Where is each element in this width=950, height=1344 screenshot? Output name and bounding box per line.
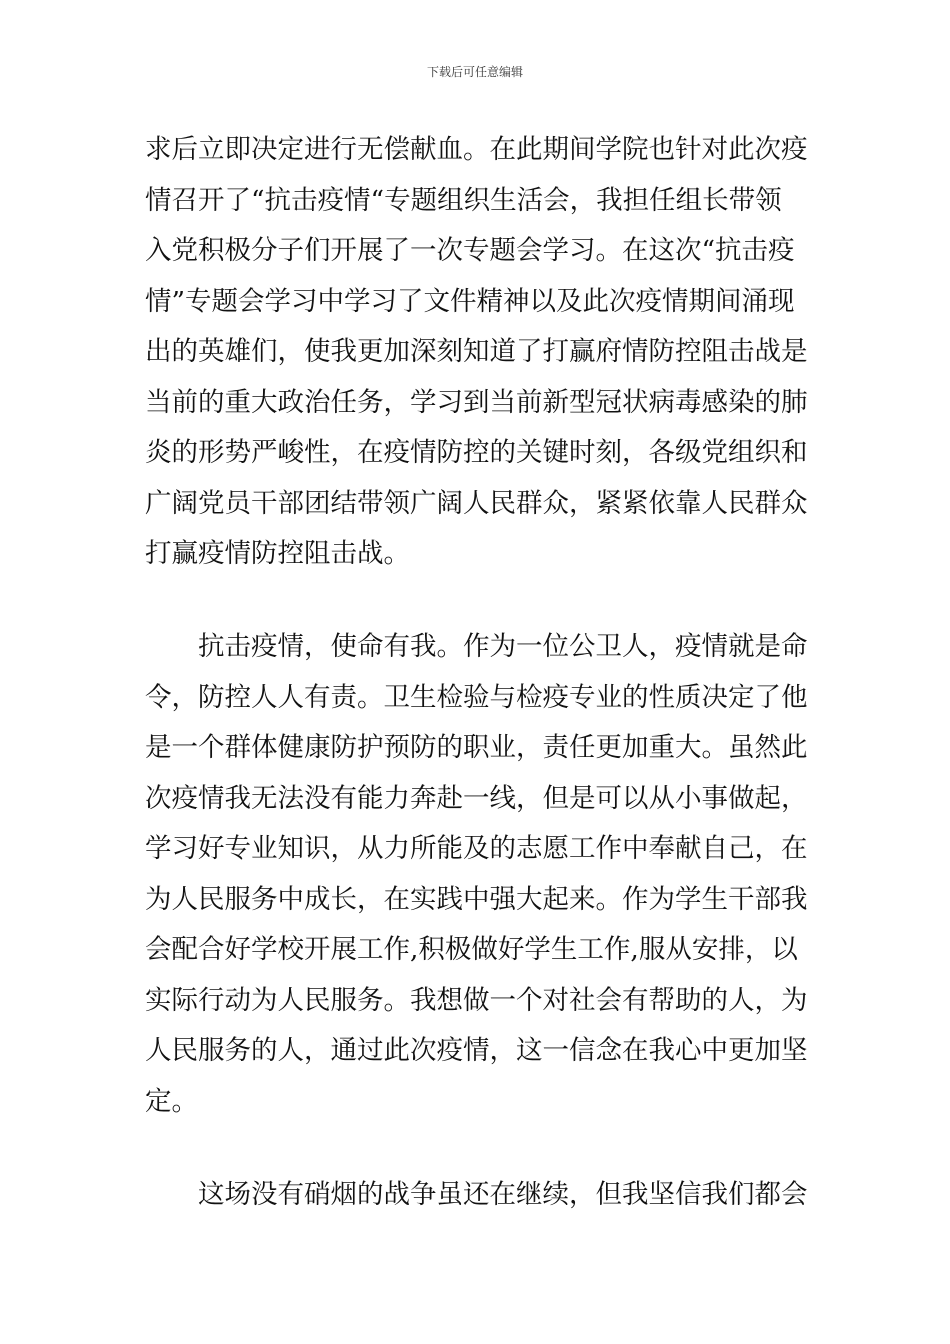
text-line: 出的英雄们，使我更加深刻知道了打赢府情防控阻击战是	[145, 336, 808, 367]
text-line: 定。	[145, 1085, 198, 1117]
text-line: 会配合好学校开展工作,积极做好学生工作,服从安排，以	[145, 934, 798, 965]
paragraph-2	[145, 622, 810, 1127]
text-line: 这场没有硝烟的战争虽还在继续，但我坚信我们都会	[198, 1179, 808, 1210]
text-line: 令，防控人人有责。卫生检验与检疫专业的性质决定了他	[145, 681, 808, 713]
text-line: 情召开了“抗击疫情“专题组织生活会，我担任组长带领	[145, 184, 782, 216]
paragraph-1	[145, 125, 810, 580]
page-header: 下载后可任意编辑	[426, 65, 523, 79]
text-line: 次疫情我无法没有能力奔赴一线，但是可以从小事做起，	[145, 782, 808, 814]
text-line: 炎的形势严峻性，在疫情防控的关键时刻，各级党组织和	[145, 437, 808, 468]
text-line: 当前的重大政治任务，学习到当前新型冠状病毒感染的肺	[145, 386, 808, 418]
text-line: 求后立即决定进行无偿献血。在此期间学院也针对此次疫	[145, 134, 808, 165]
paragraph-3	[145, 1170, 810, 1221]
text-line: 人民服务的人，通过此次疫情，这一信念在我心中更加坚	[145, 1035, 808, 1066]
text-line: 打赢疫情防控阻击战。	[145, 538, 410, 569]
text-line: 为人民服务中成长，在实践中强大起来。作为学生干部我	[145, 883, 808, 915]
text-line: 实际行动为人民服务。我想做一个对社会有帮助的人，为	[145, 984, 808, 1016]
text-line: 入党积极分子们开展了一次专题会学习。在这次“抗击疫	[145, 235, 795, 266]
text-line: 学习好专业知识，从力所能及的志愿工作中奉献自己，在	[145, 833, 808, 864]
text-line: 广阔党员干部团结带领广阔人民群众，紧紧依靠人民群众	[145, 487, 808, 519]
text-line: 抗击疫情，使命有我。作为一位公卫人，疫情就是命	[198, 631, 808, 662]
text-line: 情”专题会学习中学习了文件精神以及此次疫情期间涌现	[145, 285, 795, 317]
text-line: 是一个群体健康防护预防的职业，责任更加重大。虽然此	[145, 732, 808, 763]
